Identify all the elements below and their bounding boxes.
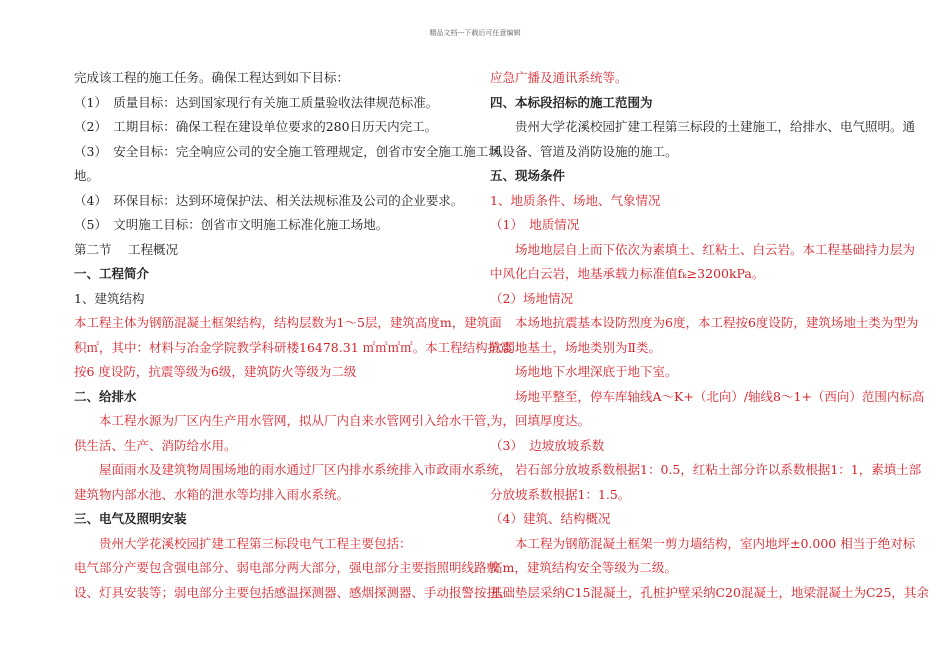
text-line: （2） 工期目标：确保工程在建设单位要求的280日历天内完工。 [74,119,438,134]
text-line: 1、建筑结构 [74,290,145,306]
text-line: 1、地质条件、场地、气象情况 [490,192,661,208]
text-line: （1） 质量目标：达到国家现行有关施工质量验收法律规范标准。 [74,94,439,110]
text-line: （3） 边坡放坡系数 [490,437,605,453]
text-line: 五、现场条件 [490,168,566,183]
text-line: 完成该工程的施工任务。确保工程达到如下目标： [74,70,350,85]
text-line: 本工程主体为钢筋混凝土框架结构，结构层数为1～5层，建筑高度m，建筑面 [74,315,502,330]
text-line: 按6 度设防，抗震等级为6级，建筑防火等级为二级 [74,364,357,379]
text-line: 设、灯具安装等；弱电部分主要包括感温探测器、感烟探测器、手动报警按扭、 [74,584,512,600]
text-line: 场地平整至，停车库轴线A～K+（北向）/轴线8～1+（西向）范围内标高 [515,388,925,404]
right-column [490,66,929,605]
text-line: （5） 文明施工目标：创省市文明施工标准化施工场地。 [74,217,389,232]
text-line: 岩石部分放坡系数根据1：0.5，红粘土部分许以系数根据1：1，素填土部 [515,462,922,477]
text-line: 积㎡，其中：材料与冶金学院教学科研楼16478.31 ㎡㎡㎡㎡。本工程结构抗震 [74,339,513,355]
text-line: 第二节 工程概况 [74,241,178,257]
text-line: （4）建筑、结构概况 [490,511,611,526]
text-line: 电气部分产要包含强电部分、弱电部分两大部分，强电部分主要指照明线路敷 [74,560,500,575]
text-line: 屋面雨水及建筑物周围场地的雨水通过厂区内排水系统排入市政雨水系统， [99,462,512,477]
text-line: 为，回填厚度达。 [490,413,591,428]
text-line: 分放坡系数根据1：1.5。 [490,486,631,502]
text-line: 软弱地基土，场地类别为Ⅱ类。 [490,339,661,355]
text-line: 场地地层自上而下依次为素填土、红粘土、白云岩。本工程基础持力层为 [515,241,916,257]
text-line: 本场地抗震基本设防烈度为6度，本工程按6度设防，建筑场地土类为型为 [515,315,919,330]
text-line: 贵州大学花溪校园扩建工程第三标段电气工程主要包括： [99,535,412,551]
text-line: 二、给排水 [74,388,137,404]
text-line: 供生活、生产、消防给水用。 [74,437,237,453]
text-line: 高m，建筑结构安全等级为二级。 [490,560,677,575]
text-line: （3） 安全目标：完全响应公司的安全施工管理规定，创省市安全施工施工场 [74,143,501,159]
text-line: 中风化白云岩，地基承载力标准值fₖ≥3200kPa。 [490,266,765,281]
text-line: 风设备、管道及消防设施的施工。 [490,143,678,159]
text-line: 基础垫层采纳C15混凝土，孔桩护壁采纳C20混凝土，地梁混凝土为C25，其余 [490,584,929,600]
text-line: 场地地下水埋深底于地下室。 [515,364,678,379]
text-line: 三、电气及照明安装 [74,511,187,526]
page-header: 精品文档---下载后可任意编辑 [429,29,521,37]
text-line: 四、本标段招标的施工范围为 [490,94,653,110]
left-column [74,66,513,605]
text-line: 建筑物内部水池、水箱的泄水等均排入雨水系统。 [74,486,350,502]
text-line: （4） 环保目标：达到环境保护法、相关法规标准及公司的企业要求。 [74,192,464,208]
text-line: 本工程水源为厂区内生产用水管网，拟从厂内自来水管网引入给水干管， [99,413,500,428]
text-line: 应急广播及通讯系统等。 [490,70,628,85]
text-line: 本工程为钢筋混凝土框架一剪力墙结构，室内地坪±0.000 相当于绝对标 [515,535,916,551]
text-line: （1） 地质情况 [490,217,580,232]
text-line: 贵州大学花溪校园扩建工程第三标段的土建施工，给排水、电气照明。通 [515,119,916,134]
text-line: （2）场地情况 [490,290,573,306]
text-line: 地。 [74,168,100,183]
text-line: 一、工程简介 [74,266,150,281]
